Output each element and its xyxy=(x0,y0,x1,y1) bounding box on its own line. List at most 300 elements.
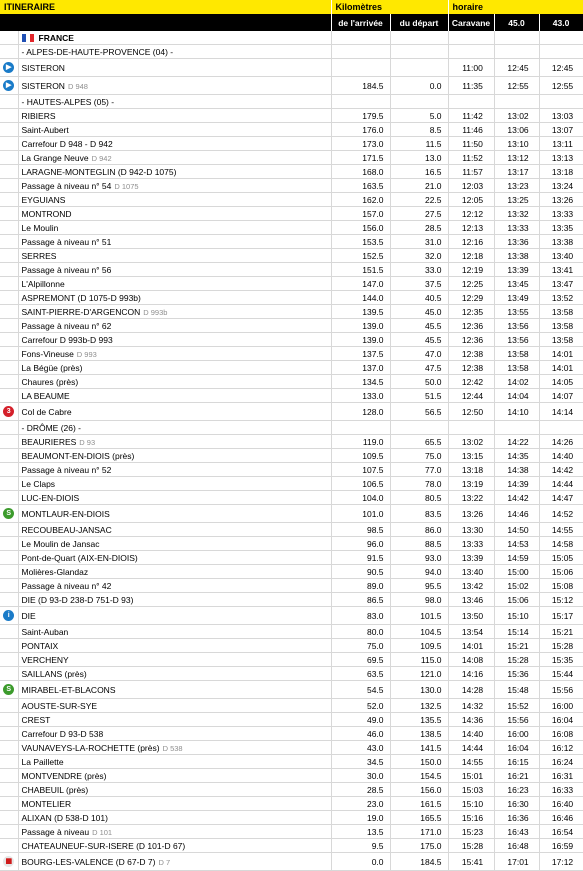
road-label: D 993 xyxy=(76,349,97,359)
row-icon-cell xyxy=(0,681,18,699)
km-from-finish: 128.0 xyxy=(331,403,390,421)
caravan-time: 12:36 xyxy=(448,333,494,347)
caravan-time: 12:16 xyxy=(448,235,494,249)
location-name xyxy=(18,305,331,319)
km-from-finish xyxy=(331,59,390,77)
row-icon-cell xyxy=(0,579,18,593)
km-from-finish: 147.0 xyxy=(331,277,390,291)
km-from-start: 171.0 xyxy=(390,825,448,839)
time-speed-43: 13:07 xyxy=(539,123,583,137)
time-speed-43: 16:24 xyxy=(539,755,583,769)
caravan-time: 13:18 xyxy=(448,463,494,477)
location-label: Passage à niveau xyxy=(21,826,90,837)
km-from-start: 28.5 xyxy=(390,221,448,235)
km-from-finish: 91.5 xyxy=(331,551,390,565)
location-label: Carrefour D 948 - D 942 xyxy=(21,138,113,149)
location-label: AOUSTE-SUR-SYE xyxy=(21,700,98,711)
itinerary-row xyxy=(0,137,583,151)
time-speed-43: 16:08 xyxy=(539,727,583,741)
km-from-start: 8.5 xyxy=(390,123,448,137)
itinerary-row xyxy=(0,783,583,797)
location-label: Passage à niveau n° 62 xyxy=(21,320,112,331)
time-speed-43: 15:35 xyxy=(539,653,583,667)
location-name xyxy=(18,77,331,95)
itinerary-row xyxy=(0,811,583,825)
time-speed-43: 14:58 xyxy=(539,537,583,551)
time-speed-43: 17:12 xyxy=(539,853,583,871)
location-label: La Grange Neuve xyxy=(21,152,89,163)
row-icon-cell xyxy=(0,607,18,625)
row-icon-cell xyxy=(0,151,18,165)
km-from-start: 135.5 xyxy=(390,713,448,727)
time-speed-45: 16:36 xyxy=(494,811,539,825)
row-icon-cell xyxy=(0,593,18,607)
time-speed-43: 13:33 xyxy=(539,207,583,221)
location-label: MONTVENDRE (près) xyxy=(21,770,107,781)
location-label: BEAURIERES xyxy=(21,436,77,447)
km-from-finish: 162.0 xyxy=(331,193,390,207)
itinerary-row xyxy=(0,579,583,593)
location-label: LARAGNE-MONTEGLIN (D 942-D 1075) xyxy=(21,166,177,177)
km-from-finish: 89.0 xyxy=(331,579,390,593)
row-icon-cell xyxy=(0,221,18,235)
time-speed-43: 13:03 xyxy=(539,109,583,123)
row-icon-cell xyxy=(0,389,18,403)
time-speed-43: 16:54 xyxy=(539,825,583,839)
time-speed-43: 12:55 xyxy=(539,77,583,95)
row-icon-cell xyxy=(0,741,18,755)
caravan-time: 12:38 xyxy=(448,361,494,375)
itinerary-row xyxy=(0,123,583,137)
itinerary-row xyxy=(0,593,583,607)
km-from-start: 56.5 xyxy=(390,403,448,421)
km-from-finish: 104.0 xyxy=(331,491,390,505)
location-name xyxy=(18,579,331,593)
caravan-time: 12:29 xyxy=(448,291,494,305)
km-from-start: 161.5 xyxy=(390,797,448,811)
time-speed-43: 16:33 xyxy=(539,783,583,797)
time-speed-45: 13:38 xyxy=(494,249,539,263)
location-label: SISTERON xyxy=(21,62,65,73)
location-name xyxy=(18,319,331,333)
time-speed-45: 15:56 xyxy=(494,713,539,727)
itinerary-row xyxy=(0,235,583,249)
row-icon-cell xyxy=(0,449,18,463)
row-icon-cell xyxy=(0,333,18,347)
caravan-time: 11:35 xyxy=(448,77,494,95)
location-name xyxy=(18,699,331,713)
time-speed-45: 16:15 xyxy=(494,755,539,769)
time-speed-43: 13:18 xyxy=(539,165,583,179)
time-speed-45: 15:36 xyxy=(494,667,539,681)
time-speed-45: 14:10 xyxy=(494,403,539,421)
row-icon-cell xyxy=(0,179,18,193)
row-icon-cell xyxy=(0,699,18,713)
road-label: D 942 xyxy=(91,153,112,163)
climb-3-icon: 3 xyxy=(3,406,14,417)
caravan-time xyxy=(448,45,494,59)
time-speed-45: 16:48 xyxy=(494,839,539,853)
time-speed-43: 15:08 xyxy=(539,579,583,593)
time-speed-43: 16:46 xyxy=(539,811,583,825)
location-name xyxy=(18,31,331,45)
caravan-time: 12:38 xyxy=(448,347,494,361)
time-speed-45: 14:50 xyxy=(494,523,539,537)
location-name xyxy=(18,593,331,607)
caravan-time: 12:36 xyxy=(448,319,494,333)
location-name xyxy=(18,291,331,305)
start-icon: ▶ xyxy=(3,62,14,73)
caravan-time xyxy=(448,31,494,45)
location-name xyxy=(18,505,331,523)
time-speed-45: 15:28 xyxy=(494,653,539,667)
row-icon-cell xyxy=(0,421,18,435)
km-from-finish: 139.0 xyxy=(331,333,390,347)
location-label: - HAUTES-ALPES (05) - xyxy=(21,96,115,107)
itinerary-row xyxy=(0,319,583,333)
row-icon-cell xyxy=(0,853,18,871)
itinerary-row xyxy=(0,477,583,491)
row-icon-cell xyxy=(0,263,18,277)
itinerary-row xyxy=(0,755,583,769)
time-speed-45 xyxy=(494,31,539,45)
row-icon-cell xyxy=(0,667,18,681)
km-from-start: 33.0 xyxy=(390,263,448,277)
location-label: SERRES xyxy=(21,250,57,261)
location-label: DIE (D 93-D 238-D 751-D 93) xyxy=(21,594,134,605)
time-speed-45: 16:30 xyxy=(494,797,539,811)
km-from-start: 95.5 xyxy=(390,579,448,593)
caravan-time: 14:36 xyxy=(448,713,494,727)
row-icon-cell xyxy=(0,713,18,727)
time-speed-43: 15:56 xyxy=(539,681,583,699)
km-from-start: 109.5 xyxy=(390,639,448,653)
location-label: CREST xyxy=(21,714,51,725)
time-speed-43: 14:05 xyxy=(539,375,583,389)
itinerary-row xyxy=(0,389,583,403)
location-label: MONTLAUR-EN-DIOIS xyxy=(21,508,110,519)
km-from-finish: 153.5 xyxy=(331,235,390,249)
time-speed-43: 14:40 xyxy=(539,449,583,463)
time-speed-43 xyxy=(539,95,583,109)
location-name xyxy=(18,551,331,565)
km-from-finish: 137.0 xyxy=(331,361,390,375)
caravan-time: 14:44 xyxy=(448,741,494,755)
row-icon-cell xyxy=(0,207,18,221)
km-from-start: 98.0 xyxy=(390,593,448,607)
itinerary-row xyxy=(0,797,583,811)
time-speed-45: 15:06 xyxy=(494,593,539,607)
sprint-icon: S xyxy=(3,684,14,695)
time-speed-45: 13:58 xyxy=(494,347,539,361)
time-header: horaire xyxy=(448,0,583,14)
itinerary-row xyxy=(0,625,583,639)
from-finish-header: de l'arrivée xyxy=(331,14,390,31)
location-label: LUC-EN-DIOIS xyxy=(21,492,80,503)
caravan-time: 15:41 xyxy=(448,853,494,871)
location-name xyxy=(18,95,331,109)
km-from-finish: 98.5 xyxy=(331,523,390,537)
row-icon-cell xyxy=(0,463,18,477)
itinerary-row xyxy=(0,77,583,95)
location-label: Le Claps xyxy=(21,478,56,489)
km-from-finish: 133.0 xyxy=(331,389,390,403)
row-icon-cell xyxy=(0,625,18,639)
location-name xyxy=(18,207,331,221)
row-icon-cell xyxy=(0,59,18,77)
location-label: Carrefour D 93-D 538 xyxy=(21,728,104,739)
location-name xyxy=(18,435,331,449)
location-name xyxy=(18,653,331,667)
row-icon-cell xyxy=(0,137,18,151)
caravan-time: 13:54 xyxy=(448,625,494,639)
km-from-start: 40.5 xyxy=(390,291,448,305)
time-speed-45: 14:35 xyxy=(494,449,539,463)
location-label: CHABEUIL (près) xyxy=(21,784,89,795)
road-label: D 948 xyxy=(67,81,88,91)
km-from-start: 80.5 xyxy=(390,491,448,505)
itinerary-row xyxy=(0,607,583,625)
location-label: MONTROND xyxy=(21,208,72,219)
caravan-time: 15:03 xyxy=(448,783,494,797)
location-name xyxy=(18,165,331,179)
km-from-start: 5.0 xyxy=(390,109,448,123)
itinerary-row xyxy=(0,505,583,523)
time-speed-43: 13:24 xyxy=(539,179,583,193)
info-icon: i xyxy=(3,610,14,621)
time-speed-43: 13:41 xyxy=(539,263,583,277)
time-speed-43: 15:06 xyxy=(539,565,583,579)
itinerary-row xyxy=(0,769,583,783)
row-icon-cell xyxy=(0,477,18,491)
km-from-start xyxy=(390,59,448,77)
time-speed-45: 13:23 xyxy=(494,179,539,193)
km-from-start: 47.5 xyxy=(390,361,448,375)
km-from-finish: 137.5 xyxy=(331,347,390,361)
row-icon-cell xyxy=(0,769,18,783)
row-icon-cell xyxy=(0,375,18,389)
itinerary-row xyxy=(0,361,583,375)
time-speed-45: 13:06 xyxy=(494,123,539,137)
time-speed-43: 13:13 xyxy=(539,151,583,165)
km-from-start: 22.5 xyxy=(390,193,448,207)
itinerary-row xyxy=(0,551,583,565)
location-label: DIE xyxy=(21,610,36,621)
caravan-time: 13:30 xyxy=(448,523,494,537)
road-label: D 101 xyxy=(92,827,113,837)
row-icon-cell xyxy=(0,435,18,449)
location-name xyxy=(18,741,331,755)
location-label: L'Alpillonne xyxy=(21,278,65,289)
caravan-time: 12:03 xyxy=(448,179,494,193)
time-speed-45 xyxy=(494,421,539,435)
km-from-start: 65.5 xyxy=(390,435,448,449)
time-speed-45 xyxy=(494,95,539,109)
km-from-start: 83.5 xyxy=(390,505,448,523)
itinerary-row xyxy=(0,221,583,235)
km-header: Kilomètres xyxy=(331,0,448,14)
location-label: SAINT-PIERRE-D'ARGENCON xyxy=(21,306,141,317)
row-icon-cell xyxy=(0,839,18,853)
caravan-time: 11:46 xyxy=(448,123,494,137)
caravan-time: 11:00 xyxy=(448,59,494,77)
location-label: CHATEAUNEUF-SUR-ISERE (D 101-D 67) xyxy=(21,840,186,851)
time-speed-45: 15:00 xyxy=(494,565,539,579)
caravan-time: 13:15 xyxy=(448,449,494,463)
sprint-icon: S xyxy=(3,508,14,519)
road-label: D 993b xyxy=(143,307,168,317)
row-icon-cell xyxy=(0,565,18,579)
km-from-start: 50.0 xyxy=(390,375,448,389)
itinerary-row xyxy=(0,523,583,537)
location-name xyxy=(18,769,331,783)
time-speed-43: 15:05 xyxy=(539,551,583,565)
time-speed-45: 13:55 xyxy=(494,305,539,319)
itinerary-row xyxy=(0,207,583,221)
row-icon-cell xyxy=(0,77,18,95)
location-name xyxy=(18,797,331,811)
location-name xyxy=(18,825,331,839)
caravan-time: 15:01 xyxy=(448,769,494,783)
time-speed-45: 16:23 xyxy=(494,783,539,797)
km-from-finish: 156.0 xyxy=(331,221,390,235)
row-icon-cell xyxy=(0,305,18,319)
itinerary-row xyxy=(0,59,583,77)
km-from-start: 156.0 xyxy=(390,783,448,797)
row-icon-cell xyxy=(0,277,18,291)
location-name xyxy=(18,137,331,151)
km-from-start: 132.5 xyxy=(390,699,448,713)
caravan-time: 15:10 xyxy=(448,797,494,811)
km-from-finish: 179.5 xyxy=(331,109,390,123)
itinerary-row xyxy=(0,347,583,361)
header-row-top xyxy=(0,0,583,14)
location-name xyxy=(18,667,331,681)
itinerary-row xyxy=(0,839,583,853)
location-label: Fons-Vineuse xyxy=(21,348,74,359)
time-speed-45: 15:52 xyxy=(494,699,539,713)
time-speed-43: 13:52 xyxy=(539,291,583,305)
caravan-time: 15:23 xyxy=(448,825,494,839)
km-from-finish: 34.5 xyxy=(331,755,390,769)
time-speed-43: 14:14 xyxy=(539,403,583,421)
location-label: MONTELIER xyxy=(21,798,72,809)
location-name xyxy=(18,375,331,389)
caravan-time: 11:57 xyxy=(448,165,494,179)
km-from-finish: 96.0 xyxy=(331,537,390,551)
time-speed-43: 16:31 xyxy=(539,769,583,783)
km-from-start: 21.0 xyxy=(390,179,448,193)
location-label: FRANCE xyxy=(38,32,74,43)
france-flag-icon xyxy=(22,34,34,42)
location-name xyxy=(18,263,331,277)
km-from-finish: 86.5 xyxy=(331,593,390,607)
location-label: BEAUMONT-EN-DIOIS (près) xyxy=(21,450,135,461)
location-label: - DRÔME (26) - xyxy=(21,422,81,433)
km-from-start: 94.0 xyxy=(390,565,448,579)
row-icon-cell xyxy=(0,165,18,179)
caravan-time: 13:42 xyxy=(448,579,494,593)
row-icon-cell xyxy=(0,491,18,505)
time-speed-45: 13:33 xyxy=(494,221,539,235)
time-speed-45: 14:02 xyxy=(494,375,539,389)
caravan-time: 13:22 xyxy=(448,491,494,505)
caravan-time: 13:46 xyxy=(448,593,494,607)
row-icon-cell xyxy=(0,31,18,45)
row-icon-cell xyxy=(0,505,18,523)
km-from-finish: 151.5 xyxy=(331,263,390,277)
caravan-time: 14:08 xyxy=(448,653,494,667)
location-label: RECOUBEAU-JANSAC xyxy=(21,524,112,535)
location-name xyxy=(18,713,331,727)
km-from-finish: 157.0 xyxy=(331,207,390,221)
time-speed-45: 13:49 xyxy=(494,291,539,305)
location-label: Saint-Aubert xyxy=(21,124,69,135)
km-from-finish: 171.5 xyxy=(331,151,390,165)
time-speed-43: 13:40 xyxy=(539,249,583,263)
location-name xyxy=(18,537,331,551)
time-speed-45: 13:58 xyxy=(494,361,539,375)
km-from-start: 45.5 xyxy=(390,319,448,333)
location-label: - ALPES-DE-HAUTE-PROVENCE (04) - xyxy=(21,46,174,57)
row-icon-cell xyxy=(0,123,18,137)
caravan-time: 12:42 xyxy=(448,375,494,389)
itinerary-row xyxy=(0,491,583,505)
time-speed-43: 14:55 xyxy=(539,523,583,537)
time-speed-45: 14:22 xyxy=(494,435,539,449)
time-speed-45: 17:01 xyxy=(494,853,539,871)
km-from-start: 13.0 xyxy=(390,151,448,165)
caravan-time: 13:39 xyxy=(448,551,494,565)
location-label: Passage à niveau n° 56 xyxy=(21,264,112,275)
itinerary-row xyxy=(0,291,583,305)
itinerary-row xyxy=(0,667,583,681)
location-name xyxy=(18,249,331,263)
time-speed-45: 16:21 xyxy=(494,769,539,783)
km-from-start: 165.5 xyxy=(390,811,448,825)
caravan-time: 12:35 xyxy=(448,305,494,319)
row-icon-cell xyxy=(0,235,18,249)
location-name xyxy=(18,403,331,421)
location-label: SISTERON xyxy=(21,80,65,91)
time-speed-43: 13:35 xyxy=(539,221,583,235)
location-label: La Bégüe (près) xyxy=(21,362,83,373)
km-from-finish: 134.5 xyxy=(331,375,390,389)
km-from-finish: 106.5 xyxy=(331,477,390,491)
km-from-start: 101.5 xyxy=(390,607,448,625)
department-row xyxy=(0,95,583,109)
km-from-start: 45.0 xyxy=(390,305,448,319)
time-speed-45: 14:46 xyxy=(494,505,539,523)
row-icon-cell xyxy=(0,537,18,551)
time-speed-45: 15:02 xyxy=(494,579,539,593)
time-speed-45: 13:02 xyxy=(494,109,539,123)
km-from-start: 93.0 xyxy=(390,551,448,565)
km-from-finish: 9.5 xyxy=(331,839,390,853)
km-from-start: 141.5 xyxy=(390,741,448,755)
km-from-finish: 90.5 xyxy=(331,565,390,579)
km-from-finish: 13.5 xyxy=(331,825,390,839)
location-name xyxy=(18,333,331,347)
row-icon-cell xyxy=(0,403,18,421)
location-label: Le Moulin de Jansac xyxy=(21,538,100,549)
row-icon-cell xyxy=(0,523,18,537)
row-icon-cell xyxy=(0,825,18,839)
location-name xyxy=(18,491,331,505)
location-label: Passage à niveau n° 54 xyxy=(21,180,112,191)
km-from-start xyxy=(390,45,448,59)
location-name xyxy=(18,45,331,59)
